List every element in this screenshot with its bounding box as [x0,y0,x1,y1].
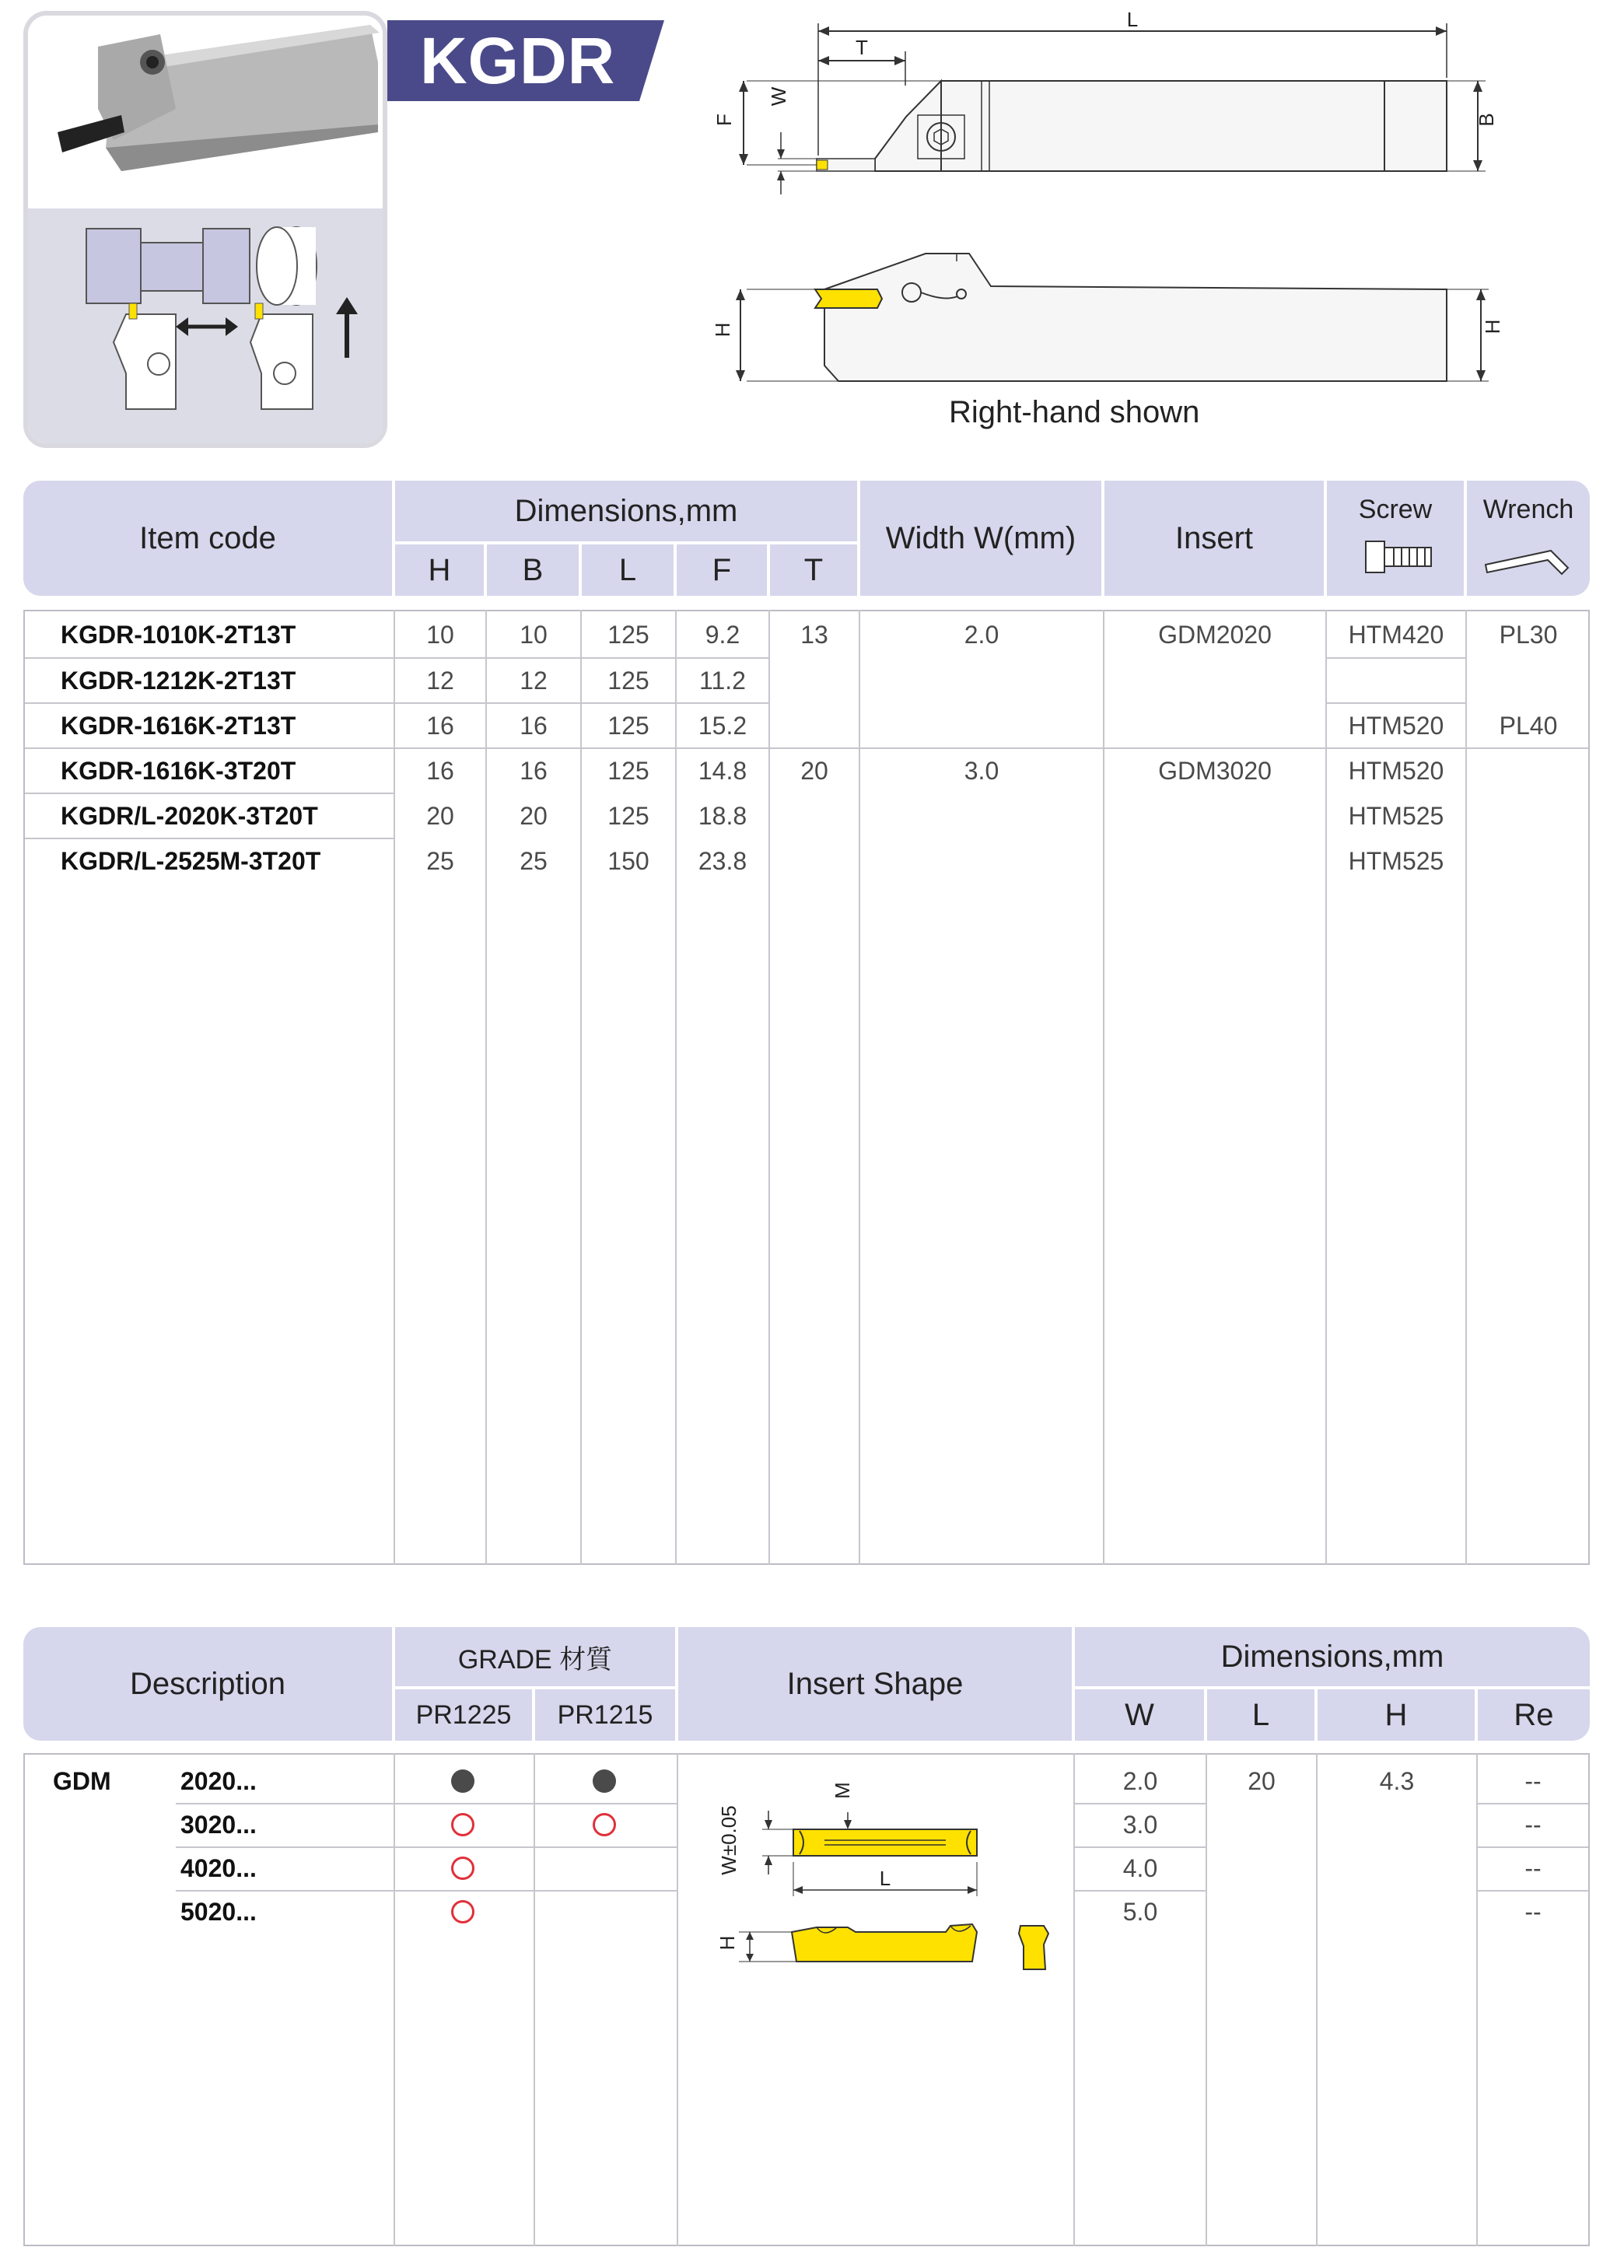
item-code-6: KGDR/L-2525M-3T20T [61,846,321,875]
insert-H: 4.3 [1379,1766,1415,1795]
insert-Re-3: -- [1524,1853,1542,1882]
col-item-code: Item code [139,520,276,555]
dim-B-label: B [1475,113,1498,127]
col-T: T [803,552,824,587]
cell-wrench-2: PL40 [1499,711,1558,740]
shape-W-label: W±0.05 [717,1805,740,1875]
product-image-frame [23,11,387,448]
grade-dot-pr1225-2 [451,1813,474,1836]
col-pr1215: PR1215 [557,1699,653,1730]
cell-H-2: 12 [426,666,454,695]
cell-W-group-1: 2.0 [964,620,999,649]
insert-W-1: 2.0 [1122,1766,1158,1795]
dim-W-label: W [767,86,790,107]
cell-F-6: 23.8 [698,846,747,875]
dim-T-label: T [856,36,868,59]
col-pr1225: PR1225 [415,1699,512,1730]
item-code-5: KGDR/L-2020K-3T20T [61,801,318,830]
item-code-3: KGDR-1616K-2T13T [61,711,296,740]
insert-L: 20 [1248,1766,1276,1795]
drawing-caption: Right-hand shown [949,395,1200,429]
col-width: Width W(mm) [885,520,1076,555]
cell-H-1: 10 [426,620,454,649]
insert-code-3: 4020... [180,1853,257,1882]
cell-B-5: 20 [520,801,548,830]
cell-screw-5: HTM525 [1348,846,1444,875]
cell-H-6: 25 [426,846,454,875]
grade-dot-pr1215-1 [593,1769,616,1793]
insert-code-2: 3020... [180,1810,257,1839]
cell-insert-group-2: GDM3020 [1158,756,1272,785]
cell-T-group-2: 20 [800,756,828,785]
dim-H-left-label: H [711,322,734,338]
shape-M-label: M [831,1782,854,1799]
col-H: H [428,552,451,587]
col-wrench: Wrench [1482,494,1574,524]
item-code-1: KGDR-1010K-2T13T [61,620,296,649]
cell-screw-2: HTM520 [1348,711,1444,740]
grade-dot-pr1225-4 [451,1900,474,1923]
insert-W-3: 4.0 [1122,1853,1158,1882]
insert-code-4: 5020... [180,1897,257,1926]
col-insert-dimensions: Dimensions,mm [1220,1639,1444,1674]
cell-F-5: 18.8 [698,801,747,830]
cell-screw-1: HTM420 [1348,620,1444,649]
cell-L-6: 150 [607,846,649,875]
cell-B-3: 16 [520,711,548,740]
insert-W-2: 3.0 [1122,1810,1158,1839]
cell-L-4: 125 [607,756,649,785]
cell-L-5: 125 [607,801,649,830]
cell-B-2: 12 [520,666,548,695]
col-L: L [618,552,637,587]
wrench-icon [1482,538,1573,582]
cell-H-5: 20 [426,801,454,830]
cell-insert-group-1: GDM2020 [1158,620,1272,649]
col-dimensions: Dimensions,mm [514,493,738,528]
col-screw: Screw [1358,494,1433,524]
cell-W-group-2: 3.0 [964,756,999,785]
grade-dot-pr1225-1 [451,1769,474,1793]
insert-W-4: 5.0 [1122,1897,1158,1926]
insert-code-1: 2020... [180,1766,257,1795]
cell-wrench-1: PL30 [1499,620,1558,649]
grade-dot-pr1215-2 [593,1813,616,1836]
cell-B-1: 10 [520,620,548,649]
shape-H-label: H [716,1935,739,1951]
cell-F-2: 11.2 [699,666,746,695]
technical-drawing [700,0,1524,389]
tool-holder-photo [28,16,383,443]
insert-Re-2: -- [1524,1810,1542,1839]
cell-L-3: 125 [607,711,649,740]
col-insert-Re: Re [1514,1697,1554,1732]
col-insert-W: W [1125,1697,1154,1732]
cell-H-4: 16 [426,756,454,785]
cell-L-1: 125 [607,620,649,649]
cell-screw-4: HTM525 [1348,801,1444,830]
cell-screw-3: HTM520 [1348,756,1444,785]
cell-H-3: 16 [426,711,454,740]
col-description: Description [129,1666,286,1701]
col-grade: GRADE 材質 [457,1644,613,1675]
item-code-4: KGDR-1616K-3T20T [61,756,296,785]
dim-H-right-label: H [1481,319,1504,334]
cell-B-4: 16 [520,756,548,785]
page-title: KGDR [420,24,616,97]
insert-series: GDM [53,1766,111,1795]
dim-L-label: L [1126,8,1139,31]
cell-T-group-1: 13 [800,620,828,649]
cell-L-2: 125 [607,666,649,695]
insert-Re-1: -- [1524,1766,1542,1795]
cell-F-3: 15.2 [698,711,747,740]
insert-shape-drawing [700,1766,1066,1983]
col-F: F [712,552,732,587]
col-B: B [522,552,544,587]
cell-F-4: 14.8 [698,756,747,785]
col-insert: Insert [1174,520,1254,555]
insert-Re-4: -- [1524,1897,1542,1926]
dim-F-label: F [712,114,736,126]
cell-B-6: 25 [520,846,548,875]
screw-icon [1363,535,1437,579]
shape-L-label: L [879,1867,891,1890]
col-insert-H: H [1384,1697,1408,1732]
cell-F-1: 9.2 [705,620,740,649]
col-insert-shape: Insert Shape [786,1666,964,1701]
grade-dot-pr1225-3 [451,1857,474,1880]
col-insert-L: L [1251,1697,1270,1732]
item-code-2: KGDR-1212K-2T13T [61,666,296,695]
